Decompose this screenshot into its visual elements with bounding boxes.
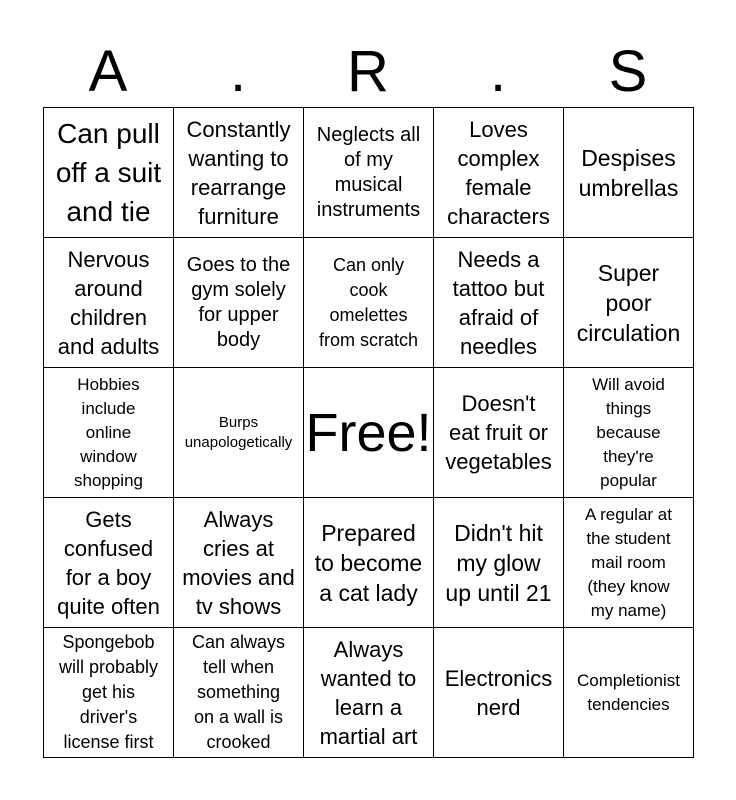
bingo-cell[interactable]	[44, 108, 174, 238]
bingo-cell[interactable]	[434, 238, 564, 368]
cell-text: Can always tell when something on a wall is crooked	[191, 632, 286, 752]
cell-text: Didn't hit my glow up until 21	[445, 519, 552, 606]
bingo-cell[interactable]	[304, 238, 434, 368]
header-letter-a: A	[88, 39, 128, 104]
cell-text: Gets confused for a boy quite often	[57, 506, 160, 619]
free-space-label: Free!	[305, 402, 432, 463]
bingo-cell[interactable]	[434, 628, 564, 758]
bingo-cell[interactable]	[304, 108, 434, 238]
bingo-grid	[43, 107, 694, 758]
header-letter-s: S	[608, 39, 648, 104]
bingo-cell[interactable]	[564, 498, 694, 628]
bingo-cell[interactable]	[44, 368, 174, 498]
bingo-cell[interactable]	[434, 108, 564, 238]
cell-text: Will avoid things because they're popular	[592, 374, 665, 490]
card-header	[43, 38, 693, 106]
cell-text: Can only cook omelettes from scratch	[318, 254, 419, 350]
bingo-cell[interactable]	[174, 238, 304, 368]
cell-text: Super poor circulation	[576, 259, 681, 346]
bingo-cell[interactable]	[564, 108, 694, 238]
header-dot-2: .	[489, 39, 507, 104]
cell-text: Nervous around children and adults	[57, 246, 160, 359]
cell-text: Needs a tattoo but afraid of needles	[452, 246, 545, 359]
header-letter-r: R	[347, 39, 389, 104]
cell-text: Always cries at movies and tv shows	[182, 506, 295, 619]
bingo-cell[interactable]	[564, 628, 694, 758]
cell-text: A regular at the student mail room (they know my name)	[585, 504, 672, 620]
cell-text: Electronics nerd	[444, 665, 553, 720]
bingo-cell[interactable]	[434, 368, 564, 498]
bingo-cell[interactable]	[174, 498, 304, 628]
cell-text: Can pull off a suit and tie	[55, 118, 162, 227]
bingo-cell[interactable]	[564, 238, 694, 368]
cell-text: Doesn't eat fruit or vegetables	[445, 391, 552, 474]
cell-text: Prepared to become a cat lady	[314, 519, 423, 606]
bingo-cell[interactable]	[304, 498, 434, 628]
cell-text: Goes to the gym solely for upper body	[186, 253, 291, 351]
bingo-cell[interactable]	[174, 108, 304, 238]
bingo-cell[interactable]	[44, 628, 174, 758]
header-dot-1: .	[229, 39, 247, 104]
bingo-cell[interactable]	[174, 368, 304, 498]
cell-text: Spongebob will probably get his driver's license first	[58, 632, 159, 752]
bingo-cell[interactable]	[44, 498, 174, 628]
cell-text: Loves complex female characters	[447, 116, 550, 229]
bingo-cell[interactable]	[564, 368, 694, 498]
cell-text: Neglects all of my musical instruments	[316, 123, 421, 221]
cell-text: Hobbies include online window shopping	[73, 374, 143, 490]
bingo-cell[interactable]	[434, 498, 564, 628]
bingo-cell[interactable]	[174, 628, 304, 758]
free-space[interactable]	[304, 368, 434, 498]
cell-text: Constantly wanting to rearrange furniture	[186, 116, 291, 229]
cell-text: Completionist tendencies	[577, 670, 680, 714]
cell-text: Always wanted to learn a martial art	[319, 636, 418, 749]
cell-text: Despises umbrellas	[578, 144, 679, 201]
bingo-cell[interactable]	[44, 238, 174, 368]
bingo-cell[interactable]	[304, 628, 434, 758]
cell-text: Burps unapologetically	[184, 413, 293, 451]
